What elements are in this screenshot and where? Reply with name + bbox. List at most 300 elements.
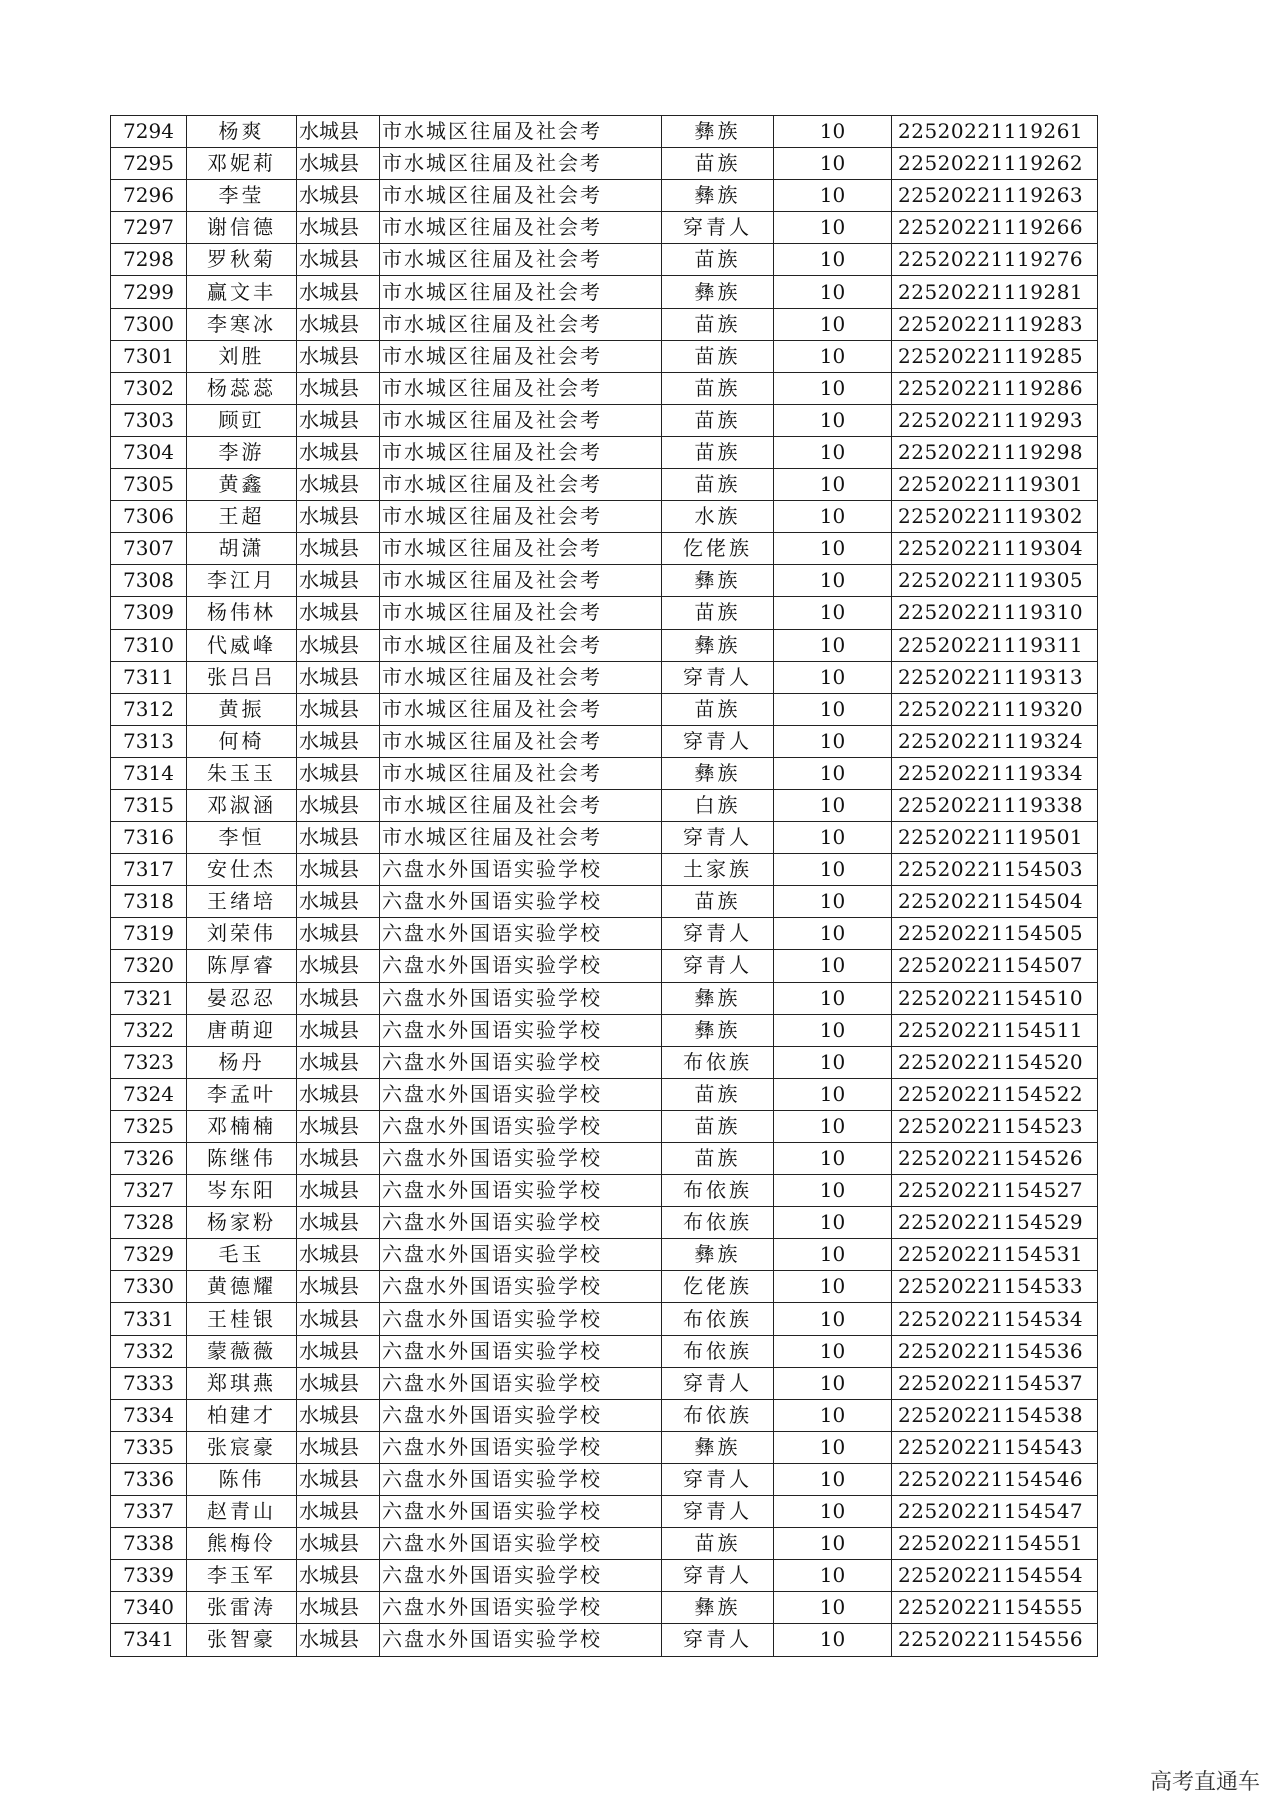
cell-school: 六盘水外国语实验学校 — [380, 1624, 662, 1656]
cell-exam-id: 22520221154556 — [892, 1624, 1098, 1656]
cell-student-name: 邓淑涵 — [187, 789, 297, 821]
cell-ethnicity: 彝族 — [662, 757, 774, 789]
cell-score: 10 — [774, 661, 892, 693]
cell-ethnicity: 彝族 — [662, 1592, 774, 1624]
table-row — [111, 1592, 1098, 1624]
cell-county: 水城县 — [297, 1528, 380, 1560]
cell-county: 水城县 — [297, 372, 380, 404]
cell-row-number: 7320 — [111, 950, 187, 982]
cell-score: 10 — [774, 276, 892, 308]
table-row — [111, 1143, 1098, 1175]
cell-score: 10 — [774, 180, 892, 212]
cell-school: 六盘水外国语实验学校 — [380, 1110, 662, 1142]
cell-row-number: 7298 — [111, 244, 187, 276]
cell-ethnicity: 水族 — [662, 501, 774, 533]
cell-score: 10 — [774, 340, 892, 372]
cell-student-name: 赵青山 — [187, 1496, 297, 1528]
cell-student-name: 陈厚睿 — [187, 950, 297, 982]
cell-exam-id: 22520221154531 — [892, 1239, 1098, 1271]
cell-score: 10 — [774, 1143, 892, 1175]
cell-exam-id: 22520221119310 — [892, 597, 1098, 629]
cell-student-name: 王绪培 — [187, 886, 297, 918]
cell-school: 市水城区往届及社会考 — [380, 533, 662, 565]
cell-score: 10 — [774, 1496, 892, 1528]
cell-row-number: 7304 — [111, 436, 187, 468]
cell-exam-id: 22520221154510 — [892, 982, 1098, 1014]
table-row — [111, 148, 1098, 180]
cell-school: 六盘水外国语实验学校 — [380, 1463, 662, 1495]
cell-ethnicity: 穿青人 — [662, 918, 774, 950]
cell-score: 10 — [774, 116, 892, 148]
table-row — [111, 372, 1098, 404]
cell-ethnicity: 苗族 — [662, 1078, 774, 1110]
cell-school: 六盘水外国语实验学校 — [380, 1303, 662, 1335]
cell-exam-id: 22520221154533 — [892, 1271, 1098, 1303]
table-row — [111, 308, 1098, 340]
cell-county: 水城县 — [297, 180, 380, 212]
cell-row-number: 7299 — [111, 276, 187, 308]
cell-student-name: 毛玉 — [187, 1239, 297, 1271]
cell-school: 六盘水外国语实验学校 — [380, 886, 662, 918]
cell-ethnicity: 彝族 — [662, 180, 774, 212]
cell-exam-id: 22520221154526 — [892, 1143, 1098, 1175]
cell-row-number: 7314 — [111, 757, 187, 789]
cell-county: 水城县 — [297, 854, 380, 886]
cell-student-name: 李游 — [187, 436, 297, 468]
cell-exam-id: 22520221119320 — [892, 693, 1098, 725]
table-row — [111, 982, 1098, 1014]
cell-row-number: 7322 — [111, 1014, 187, 1046]
cell-exam-id: 22520221154523 — [892, 1110, 1098, 1142]
cell-row-number: 7317 — [111, 854, 187, 886]
cell-school: 市水城区往届及社会考 — [380, 340, 662, 372]
cell-row-number: 7340 — [111, 1592, 187, 1624]
cell-ethnicity: 穿青人 — [662, 950, 774, 982]
cell-ethnicity: 苗族 — [662, 148, 774, 180]
cell-student-name: 杨爽 — [187, 116, 297, 148]
cell-ethnicity: 布依族 — [662, 1399, 774, 1431]
cell-score: 10 — [774, 1014, 892, 1046]
cell-row-number: 7336 — [111, 1463, 187, 1495]
cell-student-name: 岑东阳 — [187, 1175, 297, 1207]
cell-row-number: 7318 — [111, 886, 187, 918]
table-row — [111, 1014, 1098, 1046]
table-row — [111, 950, 1098, 982]
cell-county: 水城县 — [297, 340, 380, 372]
cell-school: 市水城区往届及社会考 — [380, 244, 662, 276]
cell-county: 水城县 — [297, 918, 380, 950]
cell-ethnicity: 穿青人 — [662, 822, 774, 854]
cell-score: 10 — [774, 501, 892, 533]
cell-school: 六盘水外国语实验学校 — [380, 1271, 662, 1303]
cell-score: 10 — [774, 1175, 892, 1207]
cell-student-name: 李莹 — [187, 180, 297, 212]
cell-row-number: 7301 — [111, 340, 187, 372]
table-row — [111, 469, 1098, 501]
cell-student-name: 陈伟 — [187, 1463, 297, 1495]
cell-row-number: 7315 — [111, 789, 187, 821]
cell-ethnicity: 土家族 — [662, 854, 774, 886]
cell-exam-id: 22520221119261 — [892, 116, 1098, 148]
cell-exam-id: 22520221154555 — [892, 1592, 1098, 1624]
cell-school: 六盘水外国语实验学校 — [380, 1496, 662, 1528]
cell-student-name: 李玉军 — [187, 1560, 297, 1592]
cell-county: 水城县 — [297, 565, 380, 597]
cell-school: 市水城区往届及社会考 — [380, 308, 662, 340]
cell-county: 水城县 — [297, 1463, 380, 1495]
cell-school: 六盘水外国语实验学校 — [380, 1560, 662, 1592]
cell-student-name: 郑琪燕 — [187, 1367, 297, 1399]
cell-score: 10 — [774, 757, 892, 789]
cell-student-name: 王超 — [187, 501, 297, 533]
cell-student-name: 朱玉玉 — [187, 757, 297, 789]
cell-row-number: 7327 — [111, 1175, 187, 1207]
cell-county: 水城县 — [297, 789, 380, 821]
table-row — [111, 1078, 1098, 1110]
watermark-text: 高考直通车 — [1149, 1770, 1260, 1795]
cell-school: 市水城区往届及社会考 — [380, 116, 662, 148]
cell-row-number: 7338 — [111, 1528, 187, 1560]
cell-ethnicity: 苗族 — [662, 1110, 774, 1142]
cell-row-number: 7335 — [111, 1431, 187, 1463]
cell-student-name: 胡潇 — [187, 533, 297, 565]
cell-row-number: 7303 — [111, 404, 187, 436]
table-row — [111, 918, 1098, 950]
cell-county: 水城县 — [297, 1496, 380, 1528]
cell-exam-id: 22520221154522 — [892, 1078, 1098, 1110]
cell-student-name: 张吕吕 — [187, 661, 297, 693]
cell-row-number: 7309 — [111, 597, 187, 629]
cell-ethnicity: 彝族 — [662, 276, 774, 308]
cell-exam-id: 22520221119285 — [892, 340, 1098, 372]
cell-school: 六盘水外国语实验学校 — [380, 950, 662, 982]
cell-row-number: 7319 — [111, 918, 187, 950]
cell-score: 10 — [774, 533, 892, 565]
table-body — [111, 116, 1098, 1657]
cell-school: 六盘水外国语实验学校 — [380, 1175, 662, 1207]
table-row — [111, 501, 1098, 533]
cell-row-number: 7310 — [111, 629, 187, 661]
cell-ethnicity: 苗族 — [662, 693, 774, 725]
cell-student-name: 杨伟林 — [187, 597, 297, 629]
table-row — [111, 1367, 1098, 1399]
cell-row-number: 7313 — [111, 725, 187, 757]
cell-student-name: 张宸豪 — [187, 1431, 297, 1463]
cell-ethnicity: 彝族 — [662, 116, 774, 148]
table-row — [111, 789, 1098, 821]
cell-score: 10 — [774, 1560, 892, 1592]
cell-county: 水城县 — [297, 469, 380, 501]
table-row — [111, 436, 1098, 468]
cell-county: 水城县 — [297, 950, 380, 982]
cell-student-name: 杨丹 — [187, 1046, 297, 1078]
cell-school: 六盘水外国语实验学校 — [380, 1046, 662, 1078]
cell-score: 10 — [774, 308, 892, 340]
cell-row-number: 7333 — [111, 1367, 187, 1399]
cell-ethnicity: 布依族 — [662, 1303, 774, 1335]
table-row — [111, 276, 1098, 308]
cell-school: 六盘水外国语实验学校 — [380, 918, 662, 950]
cell-score: 10 — [774, 1239, 892, 1271]
cell-school: 市水城区往届及社会考 — [380, 757, 662, 789]
table-row — [111, 1046, 1098, 1078]
cell-score: 10 — [774, 1046, 892, 1078]
cell-exam-id: 22520221119281 — [892, 276, 1098, 308]
cell-school: 市水城区往届及社会考 — [380, 725, 662, 757]
cell-ethnicity: 穿青人 — [662, 661, 774, 693]
cell-ethnicity: 穿青人 — [662, 1624, 774, 1656]
cell-ethnicity: 苗族 — [662, 340, 774, 372]
cell-county: 水城县 — [297, 982, 380, 1014]
cell-county: 水城县 — [297, 1175, 380, 1207]
cell-exam-id: 22520221154536 — [892, 1335, 1098, 1367]
cell-ethnicity: 彝族 — [662, 982, 774, 1014]
table-row — [111, 180, 1098, 212]
cell-school: 市水城区往届及社会考 — [380, 212, 662, 244]
cell-county: 水城县 — [297, 1143, 380, 1175]
cell-row-number: 7330 — [111, 1271, 187, 1303]
table-row — [111, 1496, 1098, 1528]
cell-score: 10 — [774, 854, 892, 886]
cell-county: 水城县 — [297, 1367, 380, 1399]
cell-county: 水城县 — [297, 533, 380, 565]
cell-county: 水城县 — [297, 886, 380, 918]
cell-county: 水城县 — [297, 725, 380, 757]
cell-county: 水城县 — [297, 1110, 380, 1142]
cell-exam-id: 22520221154504 — [892, 886, 1098, 918]
cell-county: 水城县 — [297, 148, 380, 180]
table-row — [111, 404, 1098, 436]
cell-row-number: 7316 — [111, 822, 187, 854]
cell-score: 10 — [774, 886, 892, 918]
cell-county: 水城县 — [297, 212, 380, 244]
cell-row-number: 7302 — [111, 372, 187, 404]
cell-ethnicity: 苗族 — [662, 1528, 774, 1560]
cell-county: 水城县 — [297, 1014, 380, 1046]
cell-row-number: 7295 — [111, 148, 187, 180]
cell-county: 水城县 — [297, 1399, 380, 1431]
table-row — [111, 629, 1098, 661]
cell-score: 10 — [774, 1431, 892, 1463]
cell-exam-id: 22520221119293 — [892, 404, 1098, 436]
cell-school: 市水城区往届及社会考 — [380, 404, 662, 436]
cell-ethnicity: 穿青人 — [662, 725, 774, 757]
table-row — [111, 1560, 1098, 1592]
cell-school: 六盘水外国语实验学校 — [380, 1367, 662, 1399]
cell-score: 10 — [774, 1624, 892, 1656]
cell-school: 六盘水外国语实验学校 — [380, 1143, 662, 1175]
cell-school: 六盘水外国语实验学校 — [380, 1431, 662, 1463]
cell-county: 水城县 — [297, 1078, 380, 1110]
cell-exam-id: 22520221154529 — [892, 1207, 1098, 1239]
cell-score: 10 — [774, 822, 892, 854]
cell-score: 10 — [774, 404, 892, 436]
student-list-table — [110, 115, 1098, 1657]
cell-county: 水城县 — [297, 1560, 380, 1592]
cell-score: 10 — [774, 1207, 892, 1239]
cell-score: 10 — [774, 244, 892, 276]
cell-exam-id: 22520221154547 — [892, 1496, 1098, 1528]
cell-row-number: 7329 — [111, 1239, 187, 1271]
cell-exam-id: 22520221154511 — [892, 1014, 1098, 1046]
cell-score: 10 — [774, 469, 892, 501]
cell-ethnicity: 苗族 — [662, 886, 774, 918]
cell-exam-id: 22520221154554 — [892, 1560, 1098, 1592]
cell-school: 六盘水外国语实验学校 — [380, 1207, 662, 1239]
cell-score: 10 — [774, 1110, 892, 1142]
cell-county: 水城县 — [297, 1207, 380, 1239]
cell-score: 10 — [774, 629, 892, 661]
cell-student-name: 杨家粉 — [187, 1207, 297, 1239]
table-row — [111, 340, 1098, 372]
cell-ethnicity: 苗族 — [662, 1143, 774, 1175]
cell-exam-id: 22520221119324 — [892, 725, 1098, 757]
table-row — [111, 1271, 1098, 1303]
table-row — [111, 1207, 1098, 1239]
cell-school: 市水城区往届及社会考 — [380, 597, 662, 629]
cell-student-name: 晏忍忍 — [187, 982, 297, 1014]
cell-county: 水城县 — [297, 1239, 380, 1271]
cell-score: 10 — [774, 1335, 892, 1367]
cell-row-number: 7312 — [111, 693, 187, 725]
cell-county: 水城县 — [297, 1431, 380, 1463]
cell-exam-id: 22520221119286 — [892, 372, 1098, 404]
cell-exam-id: 22520221154507 — [892, 950, 1098, 982]
cell-row-number: 7328 — [111, 1207, 187, 1239]
cell-student-name: 李江月 — [187, 565, 297, 597]
cell-exam-id: 22520221154520 — [892, 1046, 1098, 1078]
cell-ethnicity: 苗族 — [662, 597, 774, 629]
cell-county: 水城县 — [297, 501, 380, 533]
cell-school: 市水城区往届及社会考 — [380, 276, 662, 308]
cell-row-number: 7324 — [111, 1078, 187, 1110]
cell-county: 水城县 — [297, 757, 380, 789]
cell-county: 水城县 — [297, 629, 380, 661]
cell-school: 市水城区往届及社会考 — [380, 693, 662, 725]
cell-exam-id: 22520221119263 — [892, 180, 1098, 212]
table-row — [111, 725, 1098, 757]
table-row — [111, 565, 1098, 597]
cell-county: 水城县 — [297, 308, 380, 340]
cell-ethnicity: 苗族 — [662, 244, 774, 276]
cell-row-number: 7334 — [111, 1399, 187, 1431]
cell-ethnicity: 苗族 — [662, 404, 774, 436]
cell-row-number: 7323 — [111, 1046, 187, 1078]
cell-student-name: 安仕杰 — [187, 854, 297, 886]
cell-county: 水城县 — [297, 1271, 380, 1303]
cell-exam-id: 22520221119266 — [892, 212, 1098, 244]
table-row — [111, 886, 1098, 918]
cell-student-name: 代威峰 — [187, 629, 297, 661]
cell-school: 市水城区往届及社会考 — [380, 469, 662, 501]
cell-student-name: 黄鑫 — [187, 469, 297, 501]
cell-ethnicity: 苗族 — [662, 436, 774, 468]
cell-student-name: 刘胜 — [187, 340, 297, 372]
cell-county: 水城县 — [297, 276, 380, 308]
cell-ethnicity: 白族 — [662, 789, 774, 821]
cell-exam-id: 22520221154537 — [892, 1367, 1098, 1399]
cell-ethnicity: 仡佬族 — [662, 1271, 774, 1303]
table-row — [111, 1175, 1098, 1207]
cell-score: 10 — [774, 597, 892, 629]
cell-row-number: 7337 — [111, 1496, 187, 1528]
cell-ethnicity: 穿青人 — [662, 1463, 774, 1495]
cell-school: 六盘水外国语实验学校 — [380, 1399, 662, 1431]
cell-ethnicity: 苗族 — [662, 372, 774, 404]
cell-ethnicity: 穿青人 — [662, 212, 774, 244]
cell-student-name: 陈继伟 — [187, 1143, 297, 1175]
table-row — [111, 1624, 1098, 1656]
cell-student-name: 赢文丰 — [187, 276, 297, 308]
cell-score: 10 — [774, 1463, 892, 1495]
cell-exam-id: 22520221119283 — [892, 308, 1098, 340]
cell-school: 市水城区往届及社会考 — [380, 501, 662, 533]
cell-row-number: 7300 — [111, 308, 187, 340]
cell-school: 六盘水外国语实验学校 — [380, 1078, 662, 1110]
cell-score: 10 — [774, 982, 892, 1014]
table-row — [111, 116, 1098, 148]
cell-row-number: 7307 — [111, 533, 187, 565]
cell-student-name: 张智豪 — [187, 1624, 297, 1656]
cell-student-name: 黄振 — [187, 693, 297, 725]
cell-row-number: 7325 — [111, 1110, 187, 1142]
cell-score: 10 — [774, 1399, 892, 1431]
cell-exam-id: 22520221119313 — [892, 661, 1098, 693]
cell-exam-id: 22520221154546 — [892, 1463, 1098, 1495]
table-row — [111, 1239, 1098, 1271]
cell-row-number: 7308 — [111, 565, 187, 597]
cell-exam-id: 22520221119304 — [892, 533, 1098, 565]
cell-ethnicity: 穿青人 — [662, 1367, 774, 1399]
cell-student-name: 李寒冰 — [187, 308, 297, 340]
cell-student-name: 熊梅伶 — [187, 1528, 297, 1560]
table-row — [111, 1463, 1098, 1495]
cell-school: 市水城区往届及社会考 — [380, 565, 662, 597]
cell-row-number: 7311 — [111, 661, 187, 693]
cell-ethnicity: 布依族 — [662, 1175, 774, 1207]
cell-score: 10 — [774, 693, 892, 725]
cell-ethnicity: 彝族 — [662, 629, 774, 661]
cell-school: 市水城区往届及社会考 — [380, 661, 662, 693]
cell-county: 水城县 — [297, 244, 380, 276]
cell-score: 10 — [774, 148, 892, 180]
cell-ethnicity: 彝族 — [662, 1014, 774, 1046]
cell-student-name: 邓楠楠 — [187, 1110, 297, 1142]
cell-row-number: 7306 — [111, 501, 187, 533]
cell-score: 10 — [774, 372, 892, 404]
cell-student-name: 刘荣伟 — [187, 918, 297, 950]
cell-county: 水城县 — [297, 693, 380, 725]
cell-exam-id: 22520221119311 — [892, 629, 1098, 661]
cell-student-name: 罗秋菊 — [187, 244, 297, 276]
cell-row-number: 7305 — [111, 469, 187, 501]
cell-row-number: 7332 — [111, 1335, 187, 1367]
cell-county: 水城县 — [297, 822, 380, 854]
cell-row-number: 7294 — [111, 116, 187, 148]
cell-school: 六盘水外国语实验学校 — [380, 1014, 662, 1046]
cell-student-name: 王桂银 — [187, 1303, 297, 1335]
cell-county: 水城县 — [297, 1046, 380, 1078]
cell-exam-id: 22520221119262 — [892, 148, 1098, 180]
cell-county: 水城县 — [297, 1335, 380, 1367]
cell-county: 水城县 — [297, 116, 380, 148]
cell-student-name: 唐萌迎 — [187, 1014, 297, 1046]
cell-score: 10 — [774, 725, 892, 757]
cell-student-name: 蒙薇薇 — [187, 1335, 297, 1367]
cell-ethnicity: 布依族 — [662, 1207, 774, 1239]
cell-school: 六盘水外国语实验学校 — [380, 1239, 662, 1271]
table-row — [111, 1431, 1098, 1463]
